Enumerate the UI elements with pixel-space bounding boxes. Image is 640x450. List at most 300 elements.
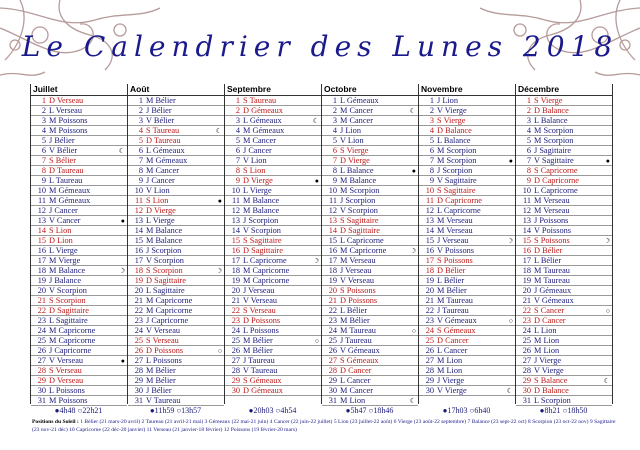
day-row xyxy=(419,176,515,186)
weekday-letter: L xyxy=(534,256,539,265)
day-number: 9 xyxy=(41,176,46,185)
weekday-letter: V xyxy=(49,356,55,365)
zodiac-sign: Poissons xyxy=(541,226,571,235)
zodiac-sign: Capricorne xyxy=(252,276,290,285)
weekday-letter: L xyxy=(243,256,248,265)
day-number: 23 xyxy=(522,316,531,325)
zodiac-sign: Capricorne xyxy=(151,316,189,325)
weekday-letter: J xyxy=(49,276,53,285)
zodiac-sign: Scorpion xyxy=(446,146,477,155)
zodiac-sign: Scorpion xyxy=(55,296,86,305)
zodiac-sign: Poissons xyxy=(539,216,569,225)
day-number: 3 xyxy=(41,116,46,125)
weekday-letter: J xyxy=(146,176,150,185)
weekday-letter: M xyxy=(534,346,542,355)
day-row xyxy=(419,106,515,116)
zodiac-sign: Gémeaux xyxy=(539,286,572,295)
weekday-letter: S xyxy=(437,116,442,125)
zodiac-sign: Cancer xyxy=(252,136,276,145)
weekday-letter: D xyxy=(49,376,55,385)
day-row xyxy=(322,366,418,376)
zodiac-sign: Lion xyxy=(250,156,267,165)
weekday-letter: M xyxy=(49,126,57,135)
zodiac-sign: Vierge xyxy=(442,376,465,385)
day-number: 26 xyxy=(37,346,46,355)
weekday-letter: M xyxy=(49,186,57,195)
day-number: 28 xyxy=(425,366,434,375)
zodiac-sign: Gémeaux xyxy=(347,346,380,355)
day-number: 6 xyxy=(138,146,143,155)
zodiac-sign: Poissons xyxy=(540,236,570,245)
zodiac-sign: Scorpion xyxy=(543,136,574,145)
day-number: 19 xyxy=(425,276,434,285)
zodiac-sign: Taureau xyxy=(249,96,277,105)
zodiac-sign: Gémeaux xyxy=(252,126,285,135)
zodiac-sign: Bélier xyxy=(155,366,176,375)
zodiac-sign: Gémeaux xyxy=(443,326,476,335)
day-number: 7 xyxy=(235,156,240,165)
day-number: 14 xyxy=(231,226,240,235)
moon-phase-icon: ☽ xyxy=(506,237,513,245)
day-number: 7 xyxy=(41,156,46,165)
zodiac-sign: Taureau xyxy=(446,296,473,305)
day-row xyxy=(128,136,224,146)
zodiac-sign: Verseau xyxy=(446,216,473,225)
zodiac-sign: Scorpion xyxy=(347,206,378,215)
weekday-letter: M xyxy=(534,196,542,205)
zodiac-sign: Capricorne xyxy=(155,306,193,315)
day-row xyxy=(322,316,418,326)
zodiac-sign: Bélier xyxy=(443,276,465,285)
zodiac-sign: Verseau xyxy=(56,376,84,385)
weekday-letter: J xyxy=(437,166,441,175)
zodiac-sign: Verseau xyxy=(543,196,570,205)
weekday-letter: S xyxy=(49,226,54,235)
day-number: 28 xyxy=(522,366,531,375)
weekday-letter: J xyxy=(534,286,538,295)
day-number: 3 xyxy=(235,116,240,125)
zodiac-sign: Poissons xyxy=(58,116,88,125)
zodiac-sign: Vierge xyxy=(249,186,272,195)
day-number: 8 xyxy=(429,166,434,175)
weekday-letter: S xyxy=(49,366,54,375)
day-number: 15 xyxy=(328,236,337,245)
day-row xyxy=(128,216,224,226)
zodiac-sign: Verseau xyxy=(55,366,82,375)
day-number: 4 xyxy=(526,126,531,135)
zodiac-sign: Lion xyxy=(57,236,73,245)
zodiac-sign: Lion xyxy=(446,356,463,365)
moon-time: ●4h48 ○22h21 xyxy=(54,406,103,415)
day-number: 20 xyxy=(328,286,337,295)
day-number: 23 xyxy=(37,316,46,325)
zodiac-sign: Taureau xyxy=(543,266,570,275)
weekday-letter: L xyxy=(243,116,248,125)
moon-phase-icon: ○ xyxy=(314,337,319,345)
day-row xyxy=(516,216,612,226)
zodiac-sign: Cancer xyxy=(349,386,373,395)
day-number: 25 xyxy=(134,336,143,345)
day-number: 5 xyxy=(138,136,143,145)
day-row xyxy=(31,336,127,346)
day-number: 6 xyxy=(526,146,531,155)
day-number: 4 xyxy=(41,126,46,135)
day-number: 1 xyxy=(526,96,531,105)
weekday-letter: M xyxy=(49,266,57,275)
zodiac-sign: Bélier xyxy=(151,386,172,395)
day-number: 18 xyxy=(37,266,46,275)
zodiac-sign: Cancer xyxy=(349,106,373,115)
day-row xyxy=(31,396,127,406)
weekday-letter: D xyxy=(340,366,346,375)
weekday-letter: M xyxy=(146,296,154,305)
zodiac-sign: Bélier xyxy=(151,106,172,115)
day-number: 25 xyxy=(522,336,531,345)
day-row xyxy=(31,256,127,266)
weekday-letter: L xyxy=(437,276,442,285)
weekday-letter: M xyxy=(437,226,445,235)
day-row xyxy=(516,316,612,326)
day-number: 16 xyxy=(37,246,46,255)
day-row xyxy=(322,356,418,366)
day-number: 8 xyxy=(138,166,143,175)
weekday-letter: D xyxy=(437,336,443,345)
weekday-letter: M xyxy=(340,386,348,395)
weekday-letter: V xyxy=(437,316,443,325)
day-row xyxy=(322,166,418,176)
moon-phase-icon: ● xyxy=(314,177,319,185)
weekday-letter: S xyxy=(243,306,248,315)
day-row xyxy=(516,96,612,106)
weekday-letter: M xyxy=(49,116,57,125)
day-row xyxy=(31,156,127,166)
day-number: 12 xyxy=(231,206,240,215)
weekday-letter: J xyxy=(437,306,441,315)
day-row xyxy=(322,266,418,276)
weekday-letter: V xyxy=(340,276,346,285)
day-number: 18 xyxy=(231,266,240,275)
day-number: 15 xyxy=(134,236,143,245)
moon-phase-icon: ☾ xyxy=(409,397,416,405)
day-number: 23 xyxy=(328,316,337,325)
zodiac-sign: Scorpion xyxy=(540,396,571,405)
zodiac-sign: Verseau xyxy=(347,276,375,285)
moon-phase-icon: ● xyxy=(605,157,610,165)
day-row xyxy=(419,266,515,276)
day-number: 12 xyxy=(134,206,143,215)
day-number: 10 xyxy=(425,186,434,195)
weekday-letter: M xyxy=(437,216,445,225)
day-number: 27 xyxy=(522,356,531,365)
zodiac-sign: Taureau xyxy=(153,136,181,145)
zodiac-sign: Gémeaux xyxy=(155,156,188,165)
day-number: 30 xyxy=(425,386,434,395)
zodiac-sign: Verseau xyxy=(543,206,570,215)
weekday-letter: M xyxy=(534,126,542,135)
day-number: 31 xyxy=(522,396,531,405)
day-row xyxy=(419,276,515,286)
day-row xyxy=(31,366,127,376)
day-row xyxy=(31,316,127,326)
zodiac-sign: Scorpion xyxy=(153,256,184,265)
weekday-letter: M xyxy=(340,246,348,255)
day-number: 4 xyxy=(235,126,240,135)
day-row xyxy=(128,196,224,206)
day-row xyxy=(516,306,612,316)
zodiac-sign: Cancer xyxy=(540,306,565,315)
weekday-letter: L xyxy=(340,306,345,315)
weekday-letter: L xyxy=(146,146,151,155)
weekday-letter: M xyxy=(146,226,154,235)
day-row xyxy=(419,116,515,126)
zodiac-sign: Verseau xyxy=(56,96,84,105)
day-number: 21 xyxy=(425,296,434,305)
day-row xyxy=(419,386,515,396)
day-row xyxy=(128,156,224,166)
day-row xyxy=(225,316,321,326)
weekday-letter: M xyxy=(146,166,154,175)
weekday-letter: J xyxy=(437,96,441,105)
zodiac-sign: Vierge xyxy=(346,146,369,155)
zodiac-sign: Sagittaire xyxy=(249,236,282,245)
day-row xyxy=(128,106,224,116)
weekday-letter: L xyxy=(340,166,345,175)
day-number: 17 xyxy=(425,256,434,265)
zodiac-sign: Cancer xyxy=(348,366,372,375)
weekday-letter: M xyxy=(534,266,542,275)
weekday-letter: D xyxy=(146,346,152,355)
zodiac-sign: Gémeaux xyxy=(249,376,282,385)
day-row xyxy=(128,186,224,196)
zodiac-sign: Poissons xyxy=(152,356,182,365)
zodiac-sign: Sagittaire xyxy=(251,246,283,255)
zodiac-sign: Capricorne xyxy=(252,266,290,275)
day-number: 10 xyxy=(134,186,143,195)
zodiac-sign: Lion xyxy=(249,166,266,175)
zodiac-sign: Poissons xyxy=(346,286,376,295)
day-number: 16 xyxy=(425,246,434,255)
day-number: 14 xyxy=(328,226,337,235)
zodiac-sign: Poissons xyxy=(249,326,279,335)
weekday-letter: S xyxy=(146,336,151,345)
day-row xyxy=(516,126,612,136)
day-row xyxy=(31,126,127,136)
day-row xyxy=(322,106,418,116)
day-number: 5 xyxy=(235,136,240,145)
weekday-letter: V xyxy=(243,296,249,305)
day-number: 16 xyxy=(134,246,143,255)
day-row xyxy=(516,106,612,116)
zodiac-sign: Balance xyxy=(443,136,471,145)
zodiac-sign: Lion xyxy=(345,126,361,135)
day-number: 27 xyxy=(328,356,337,365)
day-row xyxy=(516,226,612,236)
day-number: 28 xyxy=(134,366,143,375)
day-row xyxy=(516,266,612,276)
moon-phase-icon: ☾ xyxy=(603,377,610,385)
day-row xyxy=(31,186,127,196)
day-number: 29 xyxy=(134,376,143,385)
zodiac-sign: Verseau xyxy=(345,266,372,275)
weekday-letter: D xyxy=(49,96,55,105)
day-row xyxy=(31,116,127,126)
weekday-letter: L xyxy=(437,136,442,145)
day-number: 20 xyxy=(134,286,143,295)
weekday-letter: V xyxy=(146,116,152,125)
day-number: 11 xyxy=(38,196,46,205)
weekday-letter: M xyxy=(437,286,445,295)
day-number: 9 xyxy=(526,176,531,185)
day-row xyxy=(225,276,321,286)
day-number: 9 xyxy=(138,176,143,185)
day-number: 18 xyxy=(134,266,143,275)
day-row xyxy=(516,396,612,406)
day-number: 9 xyxy=(429,176,434,185)
zodiac-sign: Scorpion xyxy=(248,216,279,225)
day-row xyxy=(128,356,224,366)
day-row xyxy=(128,166,224,176)
day-row xyxy=(516,276,612,286)
day-row xyxy=(31,346,127,356)
zodiac-sign: Cancer xyxy=(56,216,81,225)
zodiac-sign: Cancer xyxy=(346,376,371,385)
zodiac-sign: Taureau xyxy=(153,396,181,405)
zodiac-sign: Scorpion xyxy=(151,246,182,255)
day-row xyxy=(31,106,127,116)
month-column xyxy=(128,84,225,404)
weekday-letter: M xyxy=(437,356,445,365)
day-number: 25 xyxy=(328,336,337,345)
weekday-letter: V xyxy=(243,366,249,375)
day-number: 1 xyxy=(235,96,240,105)
day-row xyxy=(31,166,127,176)
day-number: 21 xyxy=(231,296,240,305)
day-number: 24 xyxy=(425,326,434,335)
zodiac-sign: Lion xyxy=(152,196,169,205)
zodiac-sign: Scorpion xyxy=(442,166,473,175)
day-row xyxy=(322,246,418,256)
day-row xyxy=(322,326,418,336)
weekday-letter: L xyxy=(146,216,151,225)
day-row xyxy=(31,236,127,246)
day-row xyxy=(225,326,321,336)
weekday-letter: D xyxy=(534,316,540,325)
moon-time: ●5h47 ○18h46 xyxy=(345,406,394,415)
day-row xyxy=(419,336,515,346)
weekday-letter: M xyxy=(534,136,542,145)
weekday-letter: M xyxy=(49,396,57,405)
day-number: 11 xyxy=(232,196,240,205)
day-row xyxy=(225,96,321,106)
day-row xyxy=(516,176,612,186)
weekday-letter: D xyxy=(340,296,346,305)
zodiac-sign: Cancer xyxy=(54,206,78,215)
zodiac-sign: Bélier xyxy=(155,376,176,385)
weekday-letter: L xyxy=(437,206,442,215)
zodiac-sign: Poissons xyxy=(348,296,378,305)
day-row xyxy=(419,326,515,336)
weekday-letter: M xyxy=(437,146,445,155)
day-row xyxy=(419,236,515,246)
day-row xyxy=(419,296,515,306)
weekday-letter: D xyxy=(243,316,249,325)
weekday-letter: M xyxy=(243,126,251,135)
zodiac-sign: Balance xyxy=(540,376,568,385)
weekday-letter: M xyxy=(534,276,542,285)
day-number: 13 xyxy=(328,216,337,225)
weekday-letter: S xyxy=(243,166,248,175)
zodiac-sign: Sagittaire xyxy=(444,176,477,185)
day-number: 4 xyxy=(138,126,143,135)
day-number: 11 xyxy=(135,196,143,205)
day-row xyxy=(128,316,224,326)
day-row xyxy=(322,116,418,126)
day-number: 20 xyxy=(425,286,434,295)
day-row xyxy=(128,386,224,396)
zodiac-sign: Bélier xyxy=(540,256,562,265)
moon-phase-icon: ☾ xyxy=(506,387,513,395)
weekday-letter: V xyxy=(49,216,55,225)
day-row xyxy=(128,286,224,296)
day-row xyxy=(322,306,418,316)
zodiac-sign: Gémeaux xyxy=(58,196,91,205)
zodiac-sign: Poissons xyxy=(444,246,474,255)
day-number: 27 xyxy=(231,356,240,365)
month-column xyxy=(322,84,419,404)
day-number: 18 xyxy=(328,266,337,275)
weekday-letter: D xyxy=(243,246,249,255)
day-number: 15 xyxy=(37,236,46,245)
zodiac-sign: Balance xyxy=(54,276,82,285)
day-number: 1 xyxy=(41,96,46,105)
legend-label: Positions du Soleil : xyxy=(32,419,79,425)
weekday-letter: D xyxy=(534,246,540,255)
weekday-letter: V xyxy=(437,106,443,115)
day-number: 1 xyxy=(429,96,434,105)
day-number: 27 xyxy=(134,356,143,365)
zodiac-sign: Capricorne xyxy=(445,196,482,205)
zodiac-sign: Taureau xyxy=(55,176,83,185)
day-row xyxy=(322,136,418,146)
zodiac-sign: Capricorne xyxy=(540,186,578,195)
day-number: 19 xyxy=(328,276,337,285)
weekday-letter: L xyxy=(340,376,345,385)
day-number: 6 xyxy=(332,146,337,155)
day-number: 10 xyxy=(328,186,337,195)
day-row xyxy=(225,136,321,146)
zodiac-sign: Vierge xyxy=(444,106,467,115)
day-number: 3 xyxy=(526,116,531,125)
day-row xyxy=(516,156,612,166)
day-number: 15 xyxy=(231,236,240,245)
weekday-letter: L xyxy=(49,176,54,185)
zodiac-sign: Lion xyxy=(349,396,366,405)
day-number: 26 xyxy=(231,346,240,355)
day-number: 2 xyxy=(332,106,337,115)
day-number: 22 xyxy=(522,306,531,315)
day-number: 28 xyxy=(328,366,337,375)
day-number: 3 xyxy=(429,116,434,125)
zodiac-sign: Lion xyxy=(442,96,458,105)
day-row xyxy=(419,356,515,366)
weekday-letter: M xyxy=(340,186,348,195)
moon-phase-icon: ○ xyxy=(508,317,513,325)
month-column xyxy=(31,84,128,404)
day-number: 13 xyxy=(37,216,46,225)
day-row xyxy=(419,316,515,326)
zodiac-sign: Gémeaux xyxy=(444,316,477,325)
day-number: 5 xyxy=(41,136,46,145)
